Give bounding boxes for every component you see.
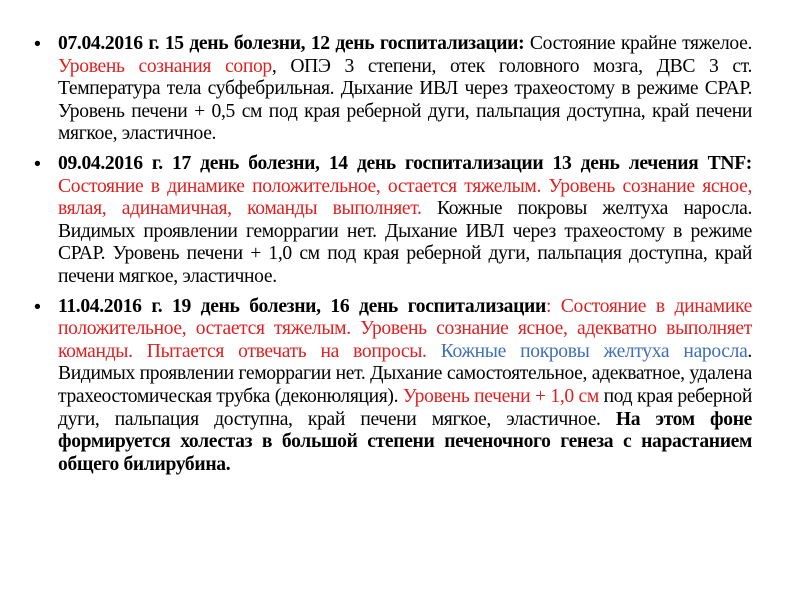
entry-highlight: Состояние в динамике положительное, остается тяжелым. Уровень сознание ясное, вялая, адинамичная, команды выполняет.	[58, 175, 752, 220]
list-item-day-15	[30, 33, 752, 146]
entry-heading: 07.04.2016 г. 15 день болезни, 12 день госпитализации:	[58, 33, 525, 54]
slide-content	[30, 33, 752, 483]
entry-highlight: Уровень печени + 1,0 см	[402, 385, 599, 407]
entry-text: под края реберной дуги, пальпация доступна, край печени мягкое, эластичное.	[58, 385, 753, 430]
entry-highlight: : Состояние в динамике положительное, остается тяжелым. Уровень сознание ясное, адекватно выполняет команды. Пытается отвечать на вопросы.	[58, 295, 753, 362]
bullet-icon: •	[34, 33, 41, 55]
entry-text: , ОПЭ 3 степени, отек головного мозга, ДВС 3 ст. Температура тела субфебрильная. Дыхание ИВЛ через трахеостому в режиме СРАР. Уровень печени + 0,5 см под края реберной дуги, пальпация доступна, край печени мягкое, эластичное.	[58, 55, 752, 145]
entry-text: . Видимых проявлении геморрагии нет. Дыхание самостоятельное, адекватное, удалена трахеостомическая трубка (деконюляция).	[58, 340, 752, 407]
entry-text: Состояние крайне тяжелое.	[524, 33, 752, 54]
entry-conclusion: На этом фоне формируется холестаз в большой степени печеночного генеза с нарастанием общего билирубина.	[58, 408, 753, 475]
list-item-day-19	[30, 296, 752, 477]
entry-highlight: Уровень сознания сопор	[58, 55, 272, 77]
bullet-icon: •	[34, 152, 41, 175]
entry-heading: 11.04.2016 г. 19 день болезни, 16 день госпитализации	[58, 295, 546, 317]
bullet-icon: •	[34, 295, 41, 318]
list-item-day-17	[30, 153, 752, 289]
entry-heading: 09.04.2016 г. 17 день болезни, 14 день госпитализации 13 день лечения TNF:	[58, 152, 752, 174]
progress-notes-list	[30, 33, 752, 476]
entry-highlight-blue: Кожные покровы желтуха наросла	[440, 340, 748, 362]
entry-text: Кожные покровы желтуха наросла. Видимых проявлении геморрагии нет. Дыхание ИВЛ через трахеостому в режиме СРАР. Уровень печени + 1,0 см под края реберной дуги, пальпация доступна, край печени мягкое, эластичное.	[58, 198, 752, 287]
